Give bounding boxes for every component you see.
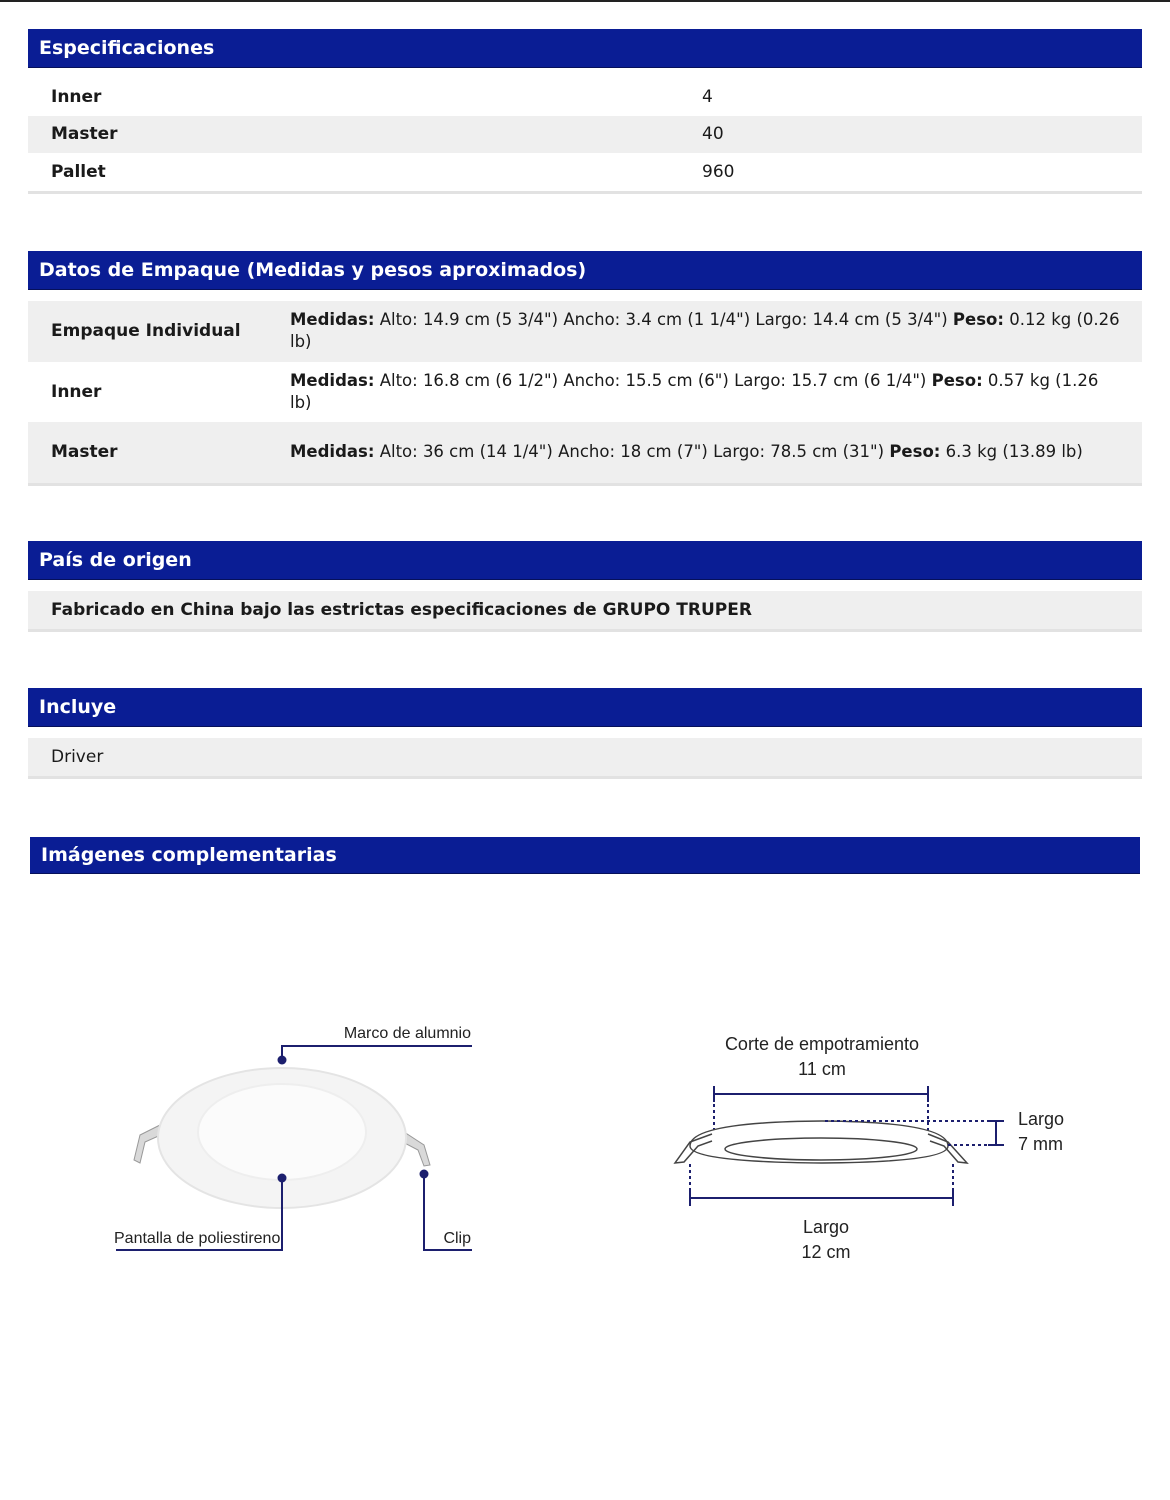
depth-title: Largo [1018, 1109, 1065, 1129]
top-border [0, 0, 1170, 2]
pack-header: Datos de Empaque (Medidas y pesos aproximados) [28, 251, 1142, 290]
cut-value: 11 cm [798, 1059, 846, 1079]
length-value: 12 cm [801, 1242, 851, 1262]
origin-text: Fabricado en China bajo las estrictas especificaciones de GRUPO TRUPER [28, 591, 1142, 629]
frame-label: Marco de alumnio [343, 1025, 471, 1042]
length-title: Largo [802, 1217, 850, 1237]
section-divider [28, 776, 1142, 779]
pack-row [28, 422, 1142, 483]
clip-right-shape [395, 1128, 430, 1166]
frame-shape [158, 1068, 406, 1208]
pack-section [28, 251, 1142, 486]
screen-leader [116, 1178, 282, 1250]
spec-label: Inner [51, 86, 102, 107]
spec-value: 4 [702, 86, 713, 107]
pack-label: Master [51, 442, 118, 463]
includes-text: Driver [28, 738, 1142, 776]
frame-dot [278, 1056, 287, 1065]
pack-value: Medidas: Alto: 36 cm (14 1/4") Ancho: 18 cm (7") Largo: 78.5 cm (31") Peso: 6.3 kg (13.89 lb) [290, 442, 1083, 462]
pack-label: Inner [51, 381, 102, 402]
clip-label: Clip [443, 1230, 471, 1247]
spec-value: 40 [702, 124, 724, 145]
spec-label: Master [51, 124, 118, 145]
clip-leader [424, 1174, 472, 1250]
origin-section [28, 541, 1142, 632]
spec-row [28, 116, 1142, 154]
pack-label: Empaque Individual [51, 321, 241, 342]
clip-dot [420, 1170, 429, 1179]
panel-profile [690, 1121, 948, 1163]
frame-leader [282, 1046, 472, 1058]
clip-profile-right [928, 1134, 967, 1163]
panel-illustration [114, 1025, 472, 1250]
clip-left-shape [134, 1120, 172, 1163]
pack-value: Medidas: Alto: 14.9 cm (5 3/4") Ancho: 3.4 cm (1 1/4") Largo: 14.4 cm (5 3/4") Peso: 0.12 kg (0.26 lb) [290, 310, 1120, 352]
spec-row [28, 153, 1142, 191]
depth-value: 7 mm [1018, 1134, 1063, 1154]
screen-label: Pantalla de poliestireno [114, 1230, 281, 1247]
section-divider [28, 629, 1142, 632]
spec-row [28, 78, 1142, 116]
spec-label: Pallet [51, 161, 106, 182]
spec-header: Especificaciones [28, 29, 1142, 68]
section-divider [28, 483, 1142, 486]
cut-title: Corte de empotramiento [724, 1034, 920, 1054]
origin-header: País de origen [28, 541, 1142, 580]
screen-shape [198, 1084, 366, 1180]
pack-value: Medidas: Alto: 16.8 cm (6 1/2") Ancho: 15.5 cm (6") Largo: 15.7 cm (6 1/4") Peso: 0.57 kg (1.26 lb) [290, 370, 1099, 412]
spec-value: 960 [702, 161, 735, 182]
clip-profile-left [675, 1134, 712, 1163]
includes-section [28, 688, 1142, 779]
section-divider [28, 191, 1142, 194]
screen-dot [278, 1174, 287, 1183]
dimensions-drawing [675, 1034, 1064, 1262]
pack-row [28, 301, 1142, 362]
images-section [30, 837, 1140, 874]
includes-header: Incluye [28, 688, 1142, 727]
panel-inner-ring [725, 1138, 917, 1160]
images-header: Imágenes complementarias [30, 837, 1140, 874]
spec-section [28, 29, 1142, 194]
pack-row [28, 362, 1142, 423]
